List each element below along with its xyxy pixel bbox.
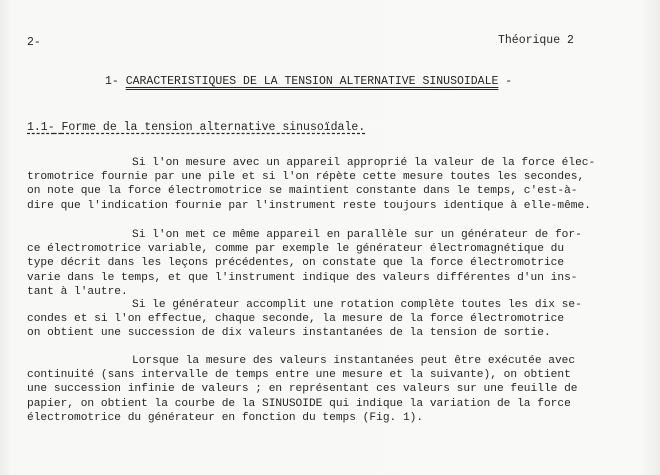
chapter-number: 1- bbox=[105, 75, 119, 88]
section-number: 1.1- bbox=[27, 121, 55, 134]
paragraph-line: Si le générateur accomplit une rotation complète toutes les dix se- bbox=[132, 299, 582, 311]
paragraph bbox=[27, 354, 647, 425]
chapter-title-suffix: - bbox=[498, 75, 513, 88]
paragraph bbox=[27, 156, 647, 213]
paragraph-line: dire que l'indication fournie par l'instrument reste toujours identique à elle-même. bbox=[27, 199, 591, 212]
paragraph-line: varie dans le temps, et que l'instrument indique des valeurs différentes d'un ins- bbox=[27, 271, 578, 284]
paragraph-line: Si l'on met ce même appareil en parallèle sur un générateur de for- bbox=[132, 229, 582, 241]
section-title-text: Forme de la tension alternative sinusoïdale. bbox=[61, 121, 366, 134]
paragraph-line: type décrit dans les leçons précédentes, on constate que la force électromotrice bbox=[27, 257, 565, 270]
paragraph-line: continuité (sans intervalle de temps entre une mesure et la suivante), on obtient bbox=[27, 369, 571, 382]
paragraph-line: papier, on obtient la courbe de la SINUSOIDE qui indique la variation de la force bbox=[27, 397, 571, 410]
chapter-title-text: CARACTERISTIQUES DE LA TENSION ALTERNATIVE SINUSOIDALE bbox=[125, 75, 499, 88]
paragraph-line: Si l'on mesure avec un appareil approprié la valeur de la force élec- bbox=[132, 157, 596, 169]
paragraph-line: ce électromotrice variable, comme par exemple le générateur électromagnétique du bbox=[27, 243, 565, 256]
paragraph-line: Lorsque la mesure des valeurs instantanées peut être exécutée avec bbox=[132, 355, 576, 367]
paragraph-line: on note que la force électromotrice se maintient constante dans le temps, c'est-à- bbox=[27, 185, 578, 198]
paragraph-line: tromotrice fournie par une pile et si l'on répète cette mesure toutes les secondes, bbox=[27, 171, 585, 184]
paragraph-line: électromotrice du générateur en fonction du temps (Fig. 1). bbox=[27, 411, 424, 424]
paragraph bbox=[27, 228, 647, 299]
paragraph-line: on obtient une succession de dix valeurs instantanées de la tension de sortie. bbox=[27, 327, 551, 340]
section-title bbox=[27, 121, 365, 134]
paragraph-line: une succession infinie de valeurs ; en représentant ces valeurs sur une feuille de bbox=[27, 383, 578, 396]
section-label: Théorique 2 bbox=[498, 34, 574, 47]
paragraph-line: tant à l'autre. bbox=[27, 285, 128, 298]
page-number: 2- bbox=[27, 36, 41, 49]
chapter-title bbox=[105, 75, 512, 88]
paragraph-line: condes et si l'on effectue, chaque seconde, la mesure de la force électromotrice bbox=[27, 313, 565, 326]
paragraph bbox=[27, 298, 647, 341]
